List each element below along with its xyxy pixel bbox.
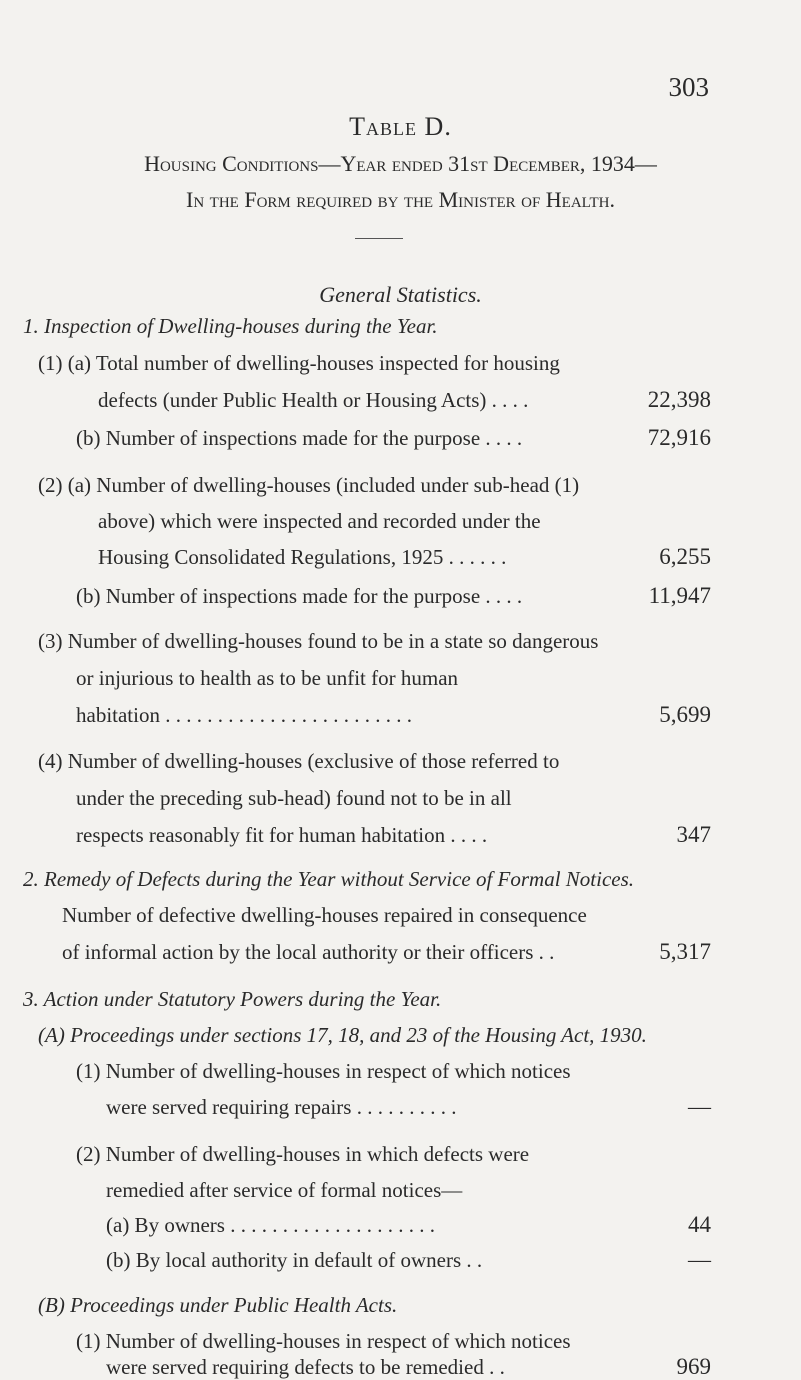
item-3-value: 5,699 <box>659 702 711 727</box>
item-3-line-1: (3) Number of dwelling-houses found to be in a state so dangerous <box>38 629 599 653</box>
item-4-line-1: (4) Number of dwelling-houses (exclusive of those referred to <box>38 749 560 773</box>
item-1a-value: 22,398 <box>647 387 711 412</box>
item-3a2a: (a) By owners . . . . . . . . . . . . . . . . . . . . <box>106 1213 435 1237</box>
item-4-line-3: respects reasonably fit for human habitation . . . . <box>76 823 488 847</box>
section-2-title: 2. Remedy of Defects during the Year without Service of Formal Notices. <box>23 867 635 891</box>
item-3a2-line-1: (2) Number of dwelling-houses in which defects were <box>76 1142 530 1166</box>
item-1b-line-1: (b) Number of inspections made for the purpose . . . . <box>76 426 523 450</box>
heading-line-1: Housing Conditions—Year ended 31st December, 1934— <box>144 151 657 176</box>
section-2-value: 5,317 <box>659 939 711 964</box>
divider <box>355 238 403 239</box>
item-1b-value: 72,916 <box>647 425 711 450</box>
item-2a-line-1: (2) (a) Number of dwelling-houses (included under sub-head (1) <box>38 473 580 497</box>
item-2a-value: 6,255 <box>659 544 711 569</box>
item-1a-line-1: (1) (a) Total number of dwelling-houses inspected for housing <box>38 351 560 375</box>
item-3a2-line-2: remedied after service of formal notices— <box>106 1178 463 1202</box>
item-3a2b-value: — <box>688 1247 711 1272</box>
item-3b1-line-1: (1) Number of dwelling-houses in respect of which notices <box>76 1329 571 1353</box>
item-2a-line-3: Housing Consolidated Regulations, 1925 . . . . . . <box>98 545 507 569</box>
item-2b-value: 11,947 <box>648 583 711 608</box>
item-4-value: 347 <box>676 822 711 847</box>
section-3b-title: (B) Proceedings under Public Health Acts. <box>38 1293 398 1317</box>
section-2-line-2: of informal action by the local authority or their officers . . <box>62 940 555 964</box>
heading-line-2: In the Form required by the Minister of Health. <box>186 187 615 212</box>
item-3a2a-value: 44 <box>688 1212 711 1237</box>
item-2a-line-2: above) which were inspected and recorded under the <box>98 509 541 533</box>
item-3a1-line-2: were served requiring repairs . . . . . . . . . . <box>106 1095 457 1119</box>
item-3b1-line-2: were served requiring defects to be remedied . . <box>106 1355 505 1379</box>
item-3a1-line-1: (1) Number of dwelling-houses in respect of which notices <box>76 1059 571 1083</box>
item-2b-line-1: (b) Number of inspections made for the purpose . . . . <box>76 584 523 608</box>
item-3-line-2: or injurious to health as to be unfit for human <box>76 666 459 690</box>
item-1a-line-2: defects (under Public Health or Housing Acts) . . . . <box>98 388 529 412</box>
item-3a2b: (b) By local authority in default of owners . . <box>106 1248 483 1272</box>
page-number: 303 <box>668 72 709 102</box>
item-3b1-value: 969 <box>676 1354 711 1379</box>
item-3a1-value: — <box>688 1094 711 1119</box>
table-title: Table D. <box>349 112 452 141</box>
section-1-title: 1. Inspection of Dwelling-houses during the Year. <box>23 314 438 338</box>
subheading: General Statistics. <box>319 282 482 307</box>
section-3-title: 3. Action under Statutory Powers during the Year. <box>23 987 442 1011</box>
item-3-line-3: habitation . . . . . . . . . . . . . . . . . . . . . . . . <box>76 703 412 727</box>
item-4-line-2: under the preceding sub-head) found not to be in all <box>76 786 512 810</box>
section-3a-title: (A) Proceedings under sections 17, 18, and 23 of the Housing Act, 1930. <box>38 1023 647 1047</box>
section-2-line-1: Number of defective dwelling-houses repaired in consequence <box>62 903 587 927</box>
